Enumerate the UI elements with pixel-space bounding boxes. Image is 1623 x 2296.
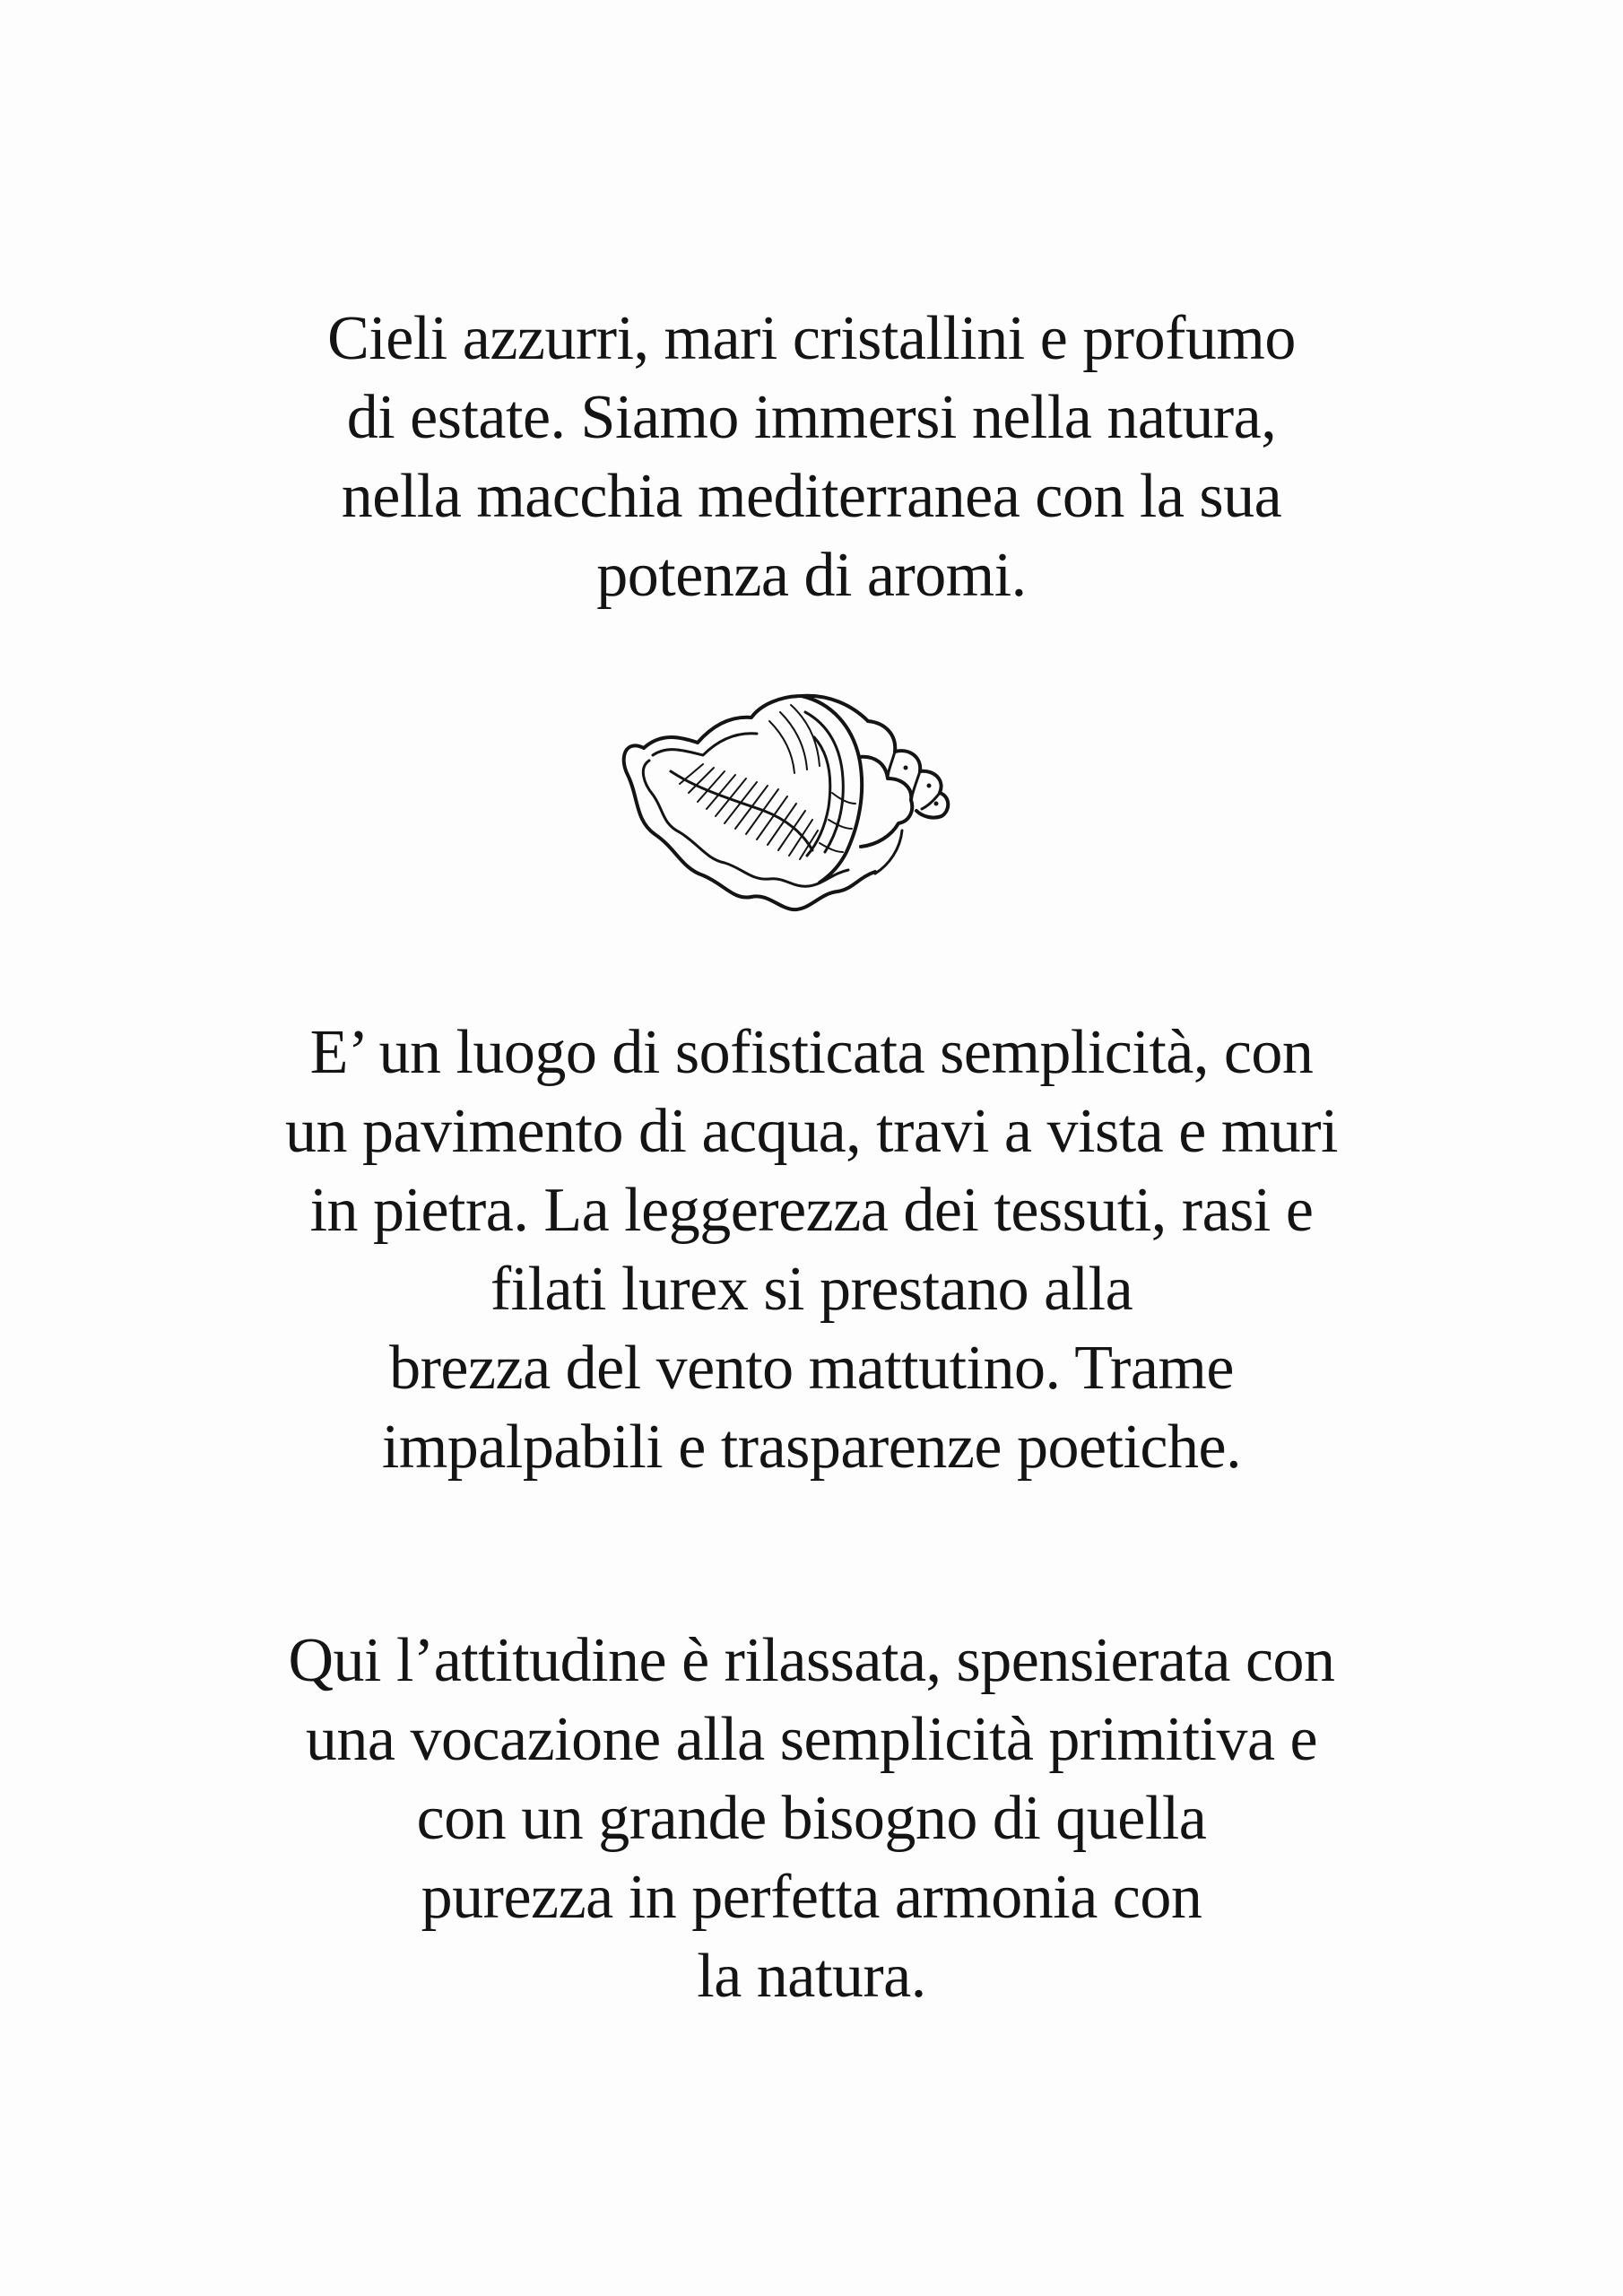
text-line: nella macchia mediterranea con la sua: [341, 462, 1282, 531]
text-line: E’ un luogo di sofisticata semplicità, con: [309, 1018, 1314, 1087]
text-line: potenza di aromi.: [596, 541, 1027, 610]
paragraph-intro: [0, 300, 1623, 615]
text-line: purezza in perfetta armonia con: [421, 1863, 1202, 1932]
text-line: con un grande bisogno di quella: [416, 1784, 1207, 1853]
text-line: di estate. Siamo immersi nella natura,: [346, 383, 1277, 452]
text-line: filati lurex si prestano alla: [490, 1255, 1133, 1324]
text-line: una vocazione alla semplicità primitiva e: [305, 1705, 1318, 1774]
text-line: impalpabili e trasparenze poetiche.: [381, 1413, 1242, 1482]
text-line: Cieli azzurri, mari cristallini e profumo: [327, 304, 1296, 373]
text-line: brezza del vento mattutino. Trame: [389, 1334, 1234, 1403]
text-line: in pietra. La leggerezza dei tessuti, rasi e: [309, 1176, 1314, 1245]
paragraph-attitude: [0, 1622, 1623, 2016]
text-line: un pavimento di acqua, travi a vista e muri: [285, 1097, 1338, 1166]
seashell-icon: [617, 685, 952, 924]
paragraph-place: [0, 1013, 1623, 1487]
text-line: la natura.: [697, 1942, 926, 2011]
text-line: Qui l’attitudine è rilassata, spensierata con: [288, 1626, 1335, 1695]
